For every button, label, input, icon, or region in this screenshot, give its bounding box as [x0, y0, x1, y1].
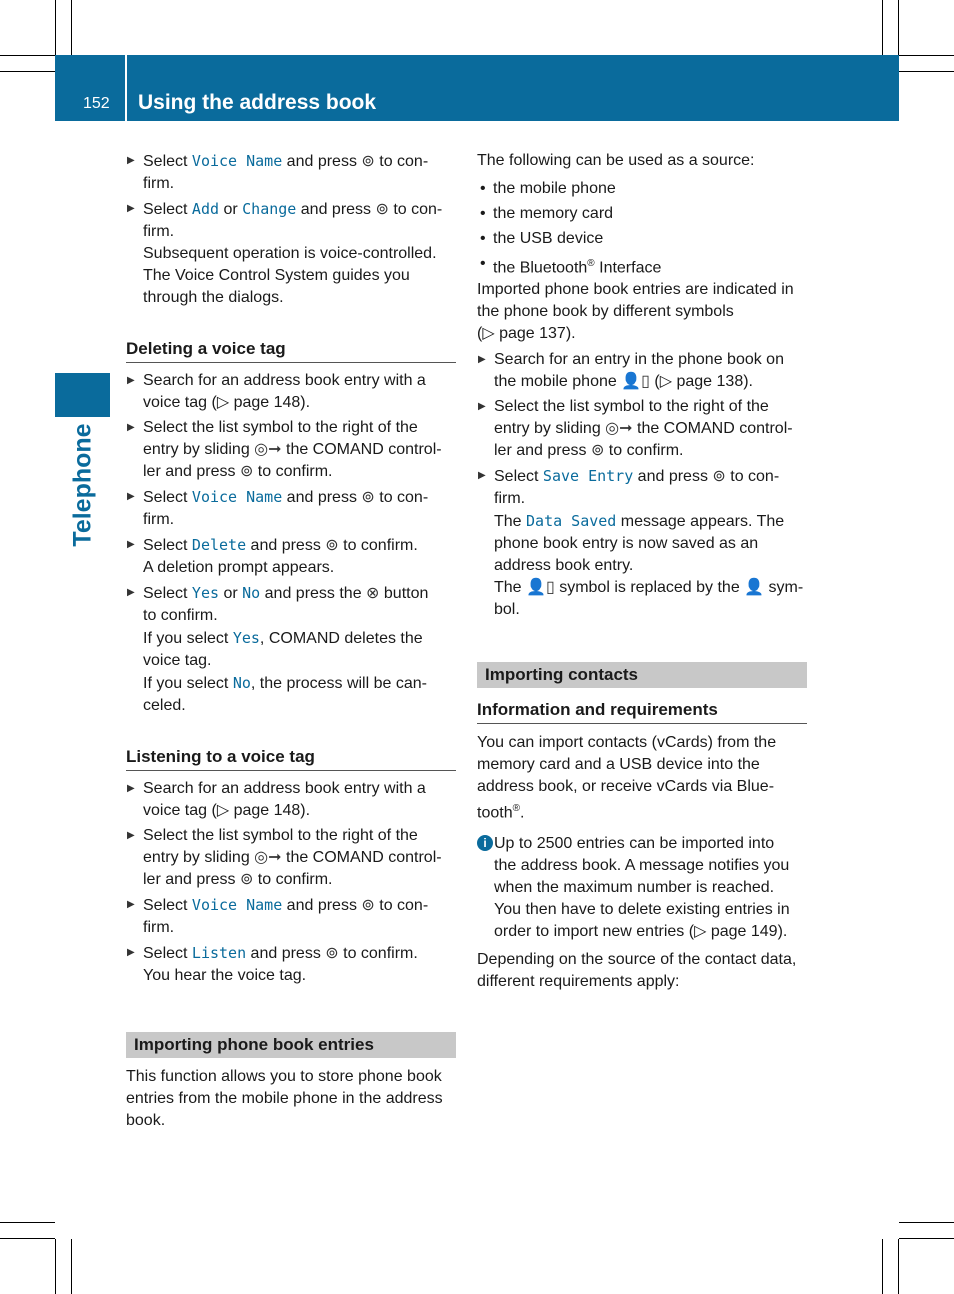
heading-listening-voice-tag: Listening to a voice tag [126, 746, 456, 771]
press-knob-icon: ⊚ [361, 897, 375, 914]
crop-mark [899, 71, 954, 72]
menu-item-yes: Yes [191, 584, 220, 602]
menu-item-change: Change [242, 200, 297, 218]
info-note: i Up to 2500 entries can be imported into the address book. A message notifies you when the maximum number is reached. You then have to delete existing entries in order to import new entries (▷ page 149). [477, 833, 807, 943]
press-knob-icon: ⊚ [325, 537, 339, 554]
paragraph: Imported phone book entries are indicated in the phone book by different symbols (▷ page 137). [477, 281, 794, 343]
step: ▶ Select the list symbol to the right of the entry by sliding ◎➞ the COMAND control- ler and press ⊚ to confirm. [126, 825, 456, 891]
slide-knob-icon: ◎➞ [254, 441, 282, 458]
page-number: 152 [83, 95, 110, 112]
page-ref-triangle-icon: ▷ [216, 802, 230, 819]
crop-mark [0, 55, 55, 56]
menu-item-voice-name: Voice Name [191, 152, 283, 170]
message-data-saved: Data Saved [526, 512, 617, 531]
step: ▶ Select Listen and press ⊚ to confirm. You hear the voice tag. [126, 942, 456, 987]
page-ref-triangle-icon: ▷ [694, 922, 707, 940]
header-divider [125, 55, 127, 121]
press-knob-icon: ⊚ [590, 442, 605, 460]
paragraph: You can import contacts (vCards) from the memory card and a USB device into the address book, or receive vCards via Blue- tooth®. [477, 734, 777, 822]
crop-mark [0, 1238, 55, 1239]
press-knob-icon: ⊚ [239, 463, 254, 480]
menu-item-yes: Yes [232, 629, 260, 647]
list-item: • the memory card [477, 203, 807, 225]
heading-deleting-voice-tag: Deleting a voice tag [126, 338, 456, 363]
page-ref-triangle-icon: ▷ [482, 325, 495, 343]
step: ▶ Search for an entry in the phone book on the mobile phone 👤▯ (▷ page 138). [477, 349, 807, 393]
press-knob-icon: ⊚ [361, 153, 375, 170]
heading-importing-phone-book-entries: Importing phone book entries [126, 1032, 456, 1058]
side-label: Telephone [68, 423, 97, 547]
mobile-phone-entry-icon: 👤▯ [621, 373, 650, 391]
menu-item-save-entry: Save Entry [542, 467, 634, 486]
heading-information-requirements: Information and requirements [477, 699, 807, 724]
press-knob-icon: ⊚ [712, 468, 726, 486]
crop-mark [0, 71, 55, 72]
menu-item-voice-name: Voice Name [191, 488, 283, 506]
source-list [477, 178, 807, 279]
menu-item-no: No [242, 584, 261, 602]
heading-importing-contacts: Importing contacts [477, 662, 807, 688]
press-knob-icon: ⊚ [361, 489, 375, 506]
menu-item-listen: Listen [191, 944, 247, 962]
crop-mark [55, 0, 56, 55]
menu-item-voice-name: Voice Name [191, 896, 283, 914]
paragraph: This function allows you to store phone book entries from the mobile phone in the address book. [126, 1068, 443, 1129]
person-icon: 👤 [744, 579, 765, 597]
crop-mark [71, 1239, 72, 1294]
page-header [55, 55, 899, 121]
menu-item-delete: Delete [191, 536, 247, 554]
press-knob-icon: ⊚ [325, 945, 339, 962]
step: ▶ Select Delete and press ⊚ to confirm. A deletion prompt appears. [126, 534, 456, 579]
crop-mark [71, 0, 72, 55]
list-item: • the mobile phone [477, 178, 807, 200]
step: ▶ Select Add or Change and press ⊚ to con- firm. Subsequent operation is voice-controlled. The Voice Control System guides you through the dialogs. [126, 198, 456, 309]
mobile-phone-entry-icon: 👤▯ [526, 579, 555, 597]
page-ref-triangle-icon: ▷ [216, 394, 230, 411]
crop-mark [899, 55, 954, 56]
crop-mark [898, 0, 899, 55]
info-icon: i [477, 835, 493, 851]
menu-item-add: Add [191, 200, 220, 218]
step: ▶ Select Voice Name and press ⊚ to con- firm. [126, 150, 456, 195]
step: ▶ Select Yes or No and press the ⊗ button to confirm. If you select Yes, COMAND deletes the voice tag. If you select No, the process will be can- celed. [126, 582, 456, 717]
page-ref-triangle-icon: ▷ [659, 373, 673, 391]
left-column [126, 150, 456, 1132]
menu-item-no: No [232, 674, 251, 692]
crop-mark [882, 1239, 883, 1294]
crop-mark [55, 1239, 56, 1294]
step: ▶ Search for an address book entry with a voice tag (▷ page 148). [126, 370, 456, 414]
press-knob-icon: ⊚ [375, 201, 389, 218]
step: ▶ Select Voice Name and press ⊚ to con- firm. [126, 486, 456, 531]
list-item: • the Bluetooth® Interface [477, 253, 807, 279]
list-item: • the USB device [477, 228, 807, 250]
crop-mark [0, 1222, 55, 1223]
crop-mark [899, 1222, 954, 1223]
press-knob-icon: ⊚ [239, 871, 254, 888]
crop-mark [882, 0, 883, 55]
right-column [477, 150, 807, 993]
crop-mark [898, 1239, 899, 1294]
slide-knob-icon: ◎➞ [605, 420, 633, 438]
section-title: Using the address book [138, 91, 377, 114]
step: ▶ Select Save Entry and press ⊚ to con- firm. The Data Saved message appears. The phone book entry is now saved as an address book entry. The 👤▯ symbol is replaced by the 👤 sym- bol. [477, 465, 807, 621]
side-tab [55, 373, 110, 417]
crop-mark [899, 1238, 954, 1239]
step: ▶ Select the list symbol to the right of the entry by sliding ◎➞ the COMAND control- ler and press ⊚ to confirm. [126, 417, 456, 483]
step: ▶ Select the list symbol to the right of the entry by sliding ◎➞ the COMAND control- ler and press ⊚ to confirm. [477, 396, 807, 462]
ok-button-icon: ⊗ [366, 585, 380, 602]
step: ▶ Search for an address book entry with a voice tag (▷ page 148). [126, 778, 456, 822]
sources-intro: The following can be used as a source: [477, 152, 755, 169]
slide-knob-icon: ◎➞ [254, 849, 282, 866]
paragraph: Depending on the source of the contact data, different requirements apply: [477, 950, 797, 990]
step: ▶ Select Voice Name and press ⊚ to con- firm. [126, 894, 456, 939]
